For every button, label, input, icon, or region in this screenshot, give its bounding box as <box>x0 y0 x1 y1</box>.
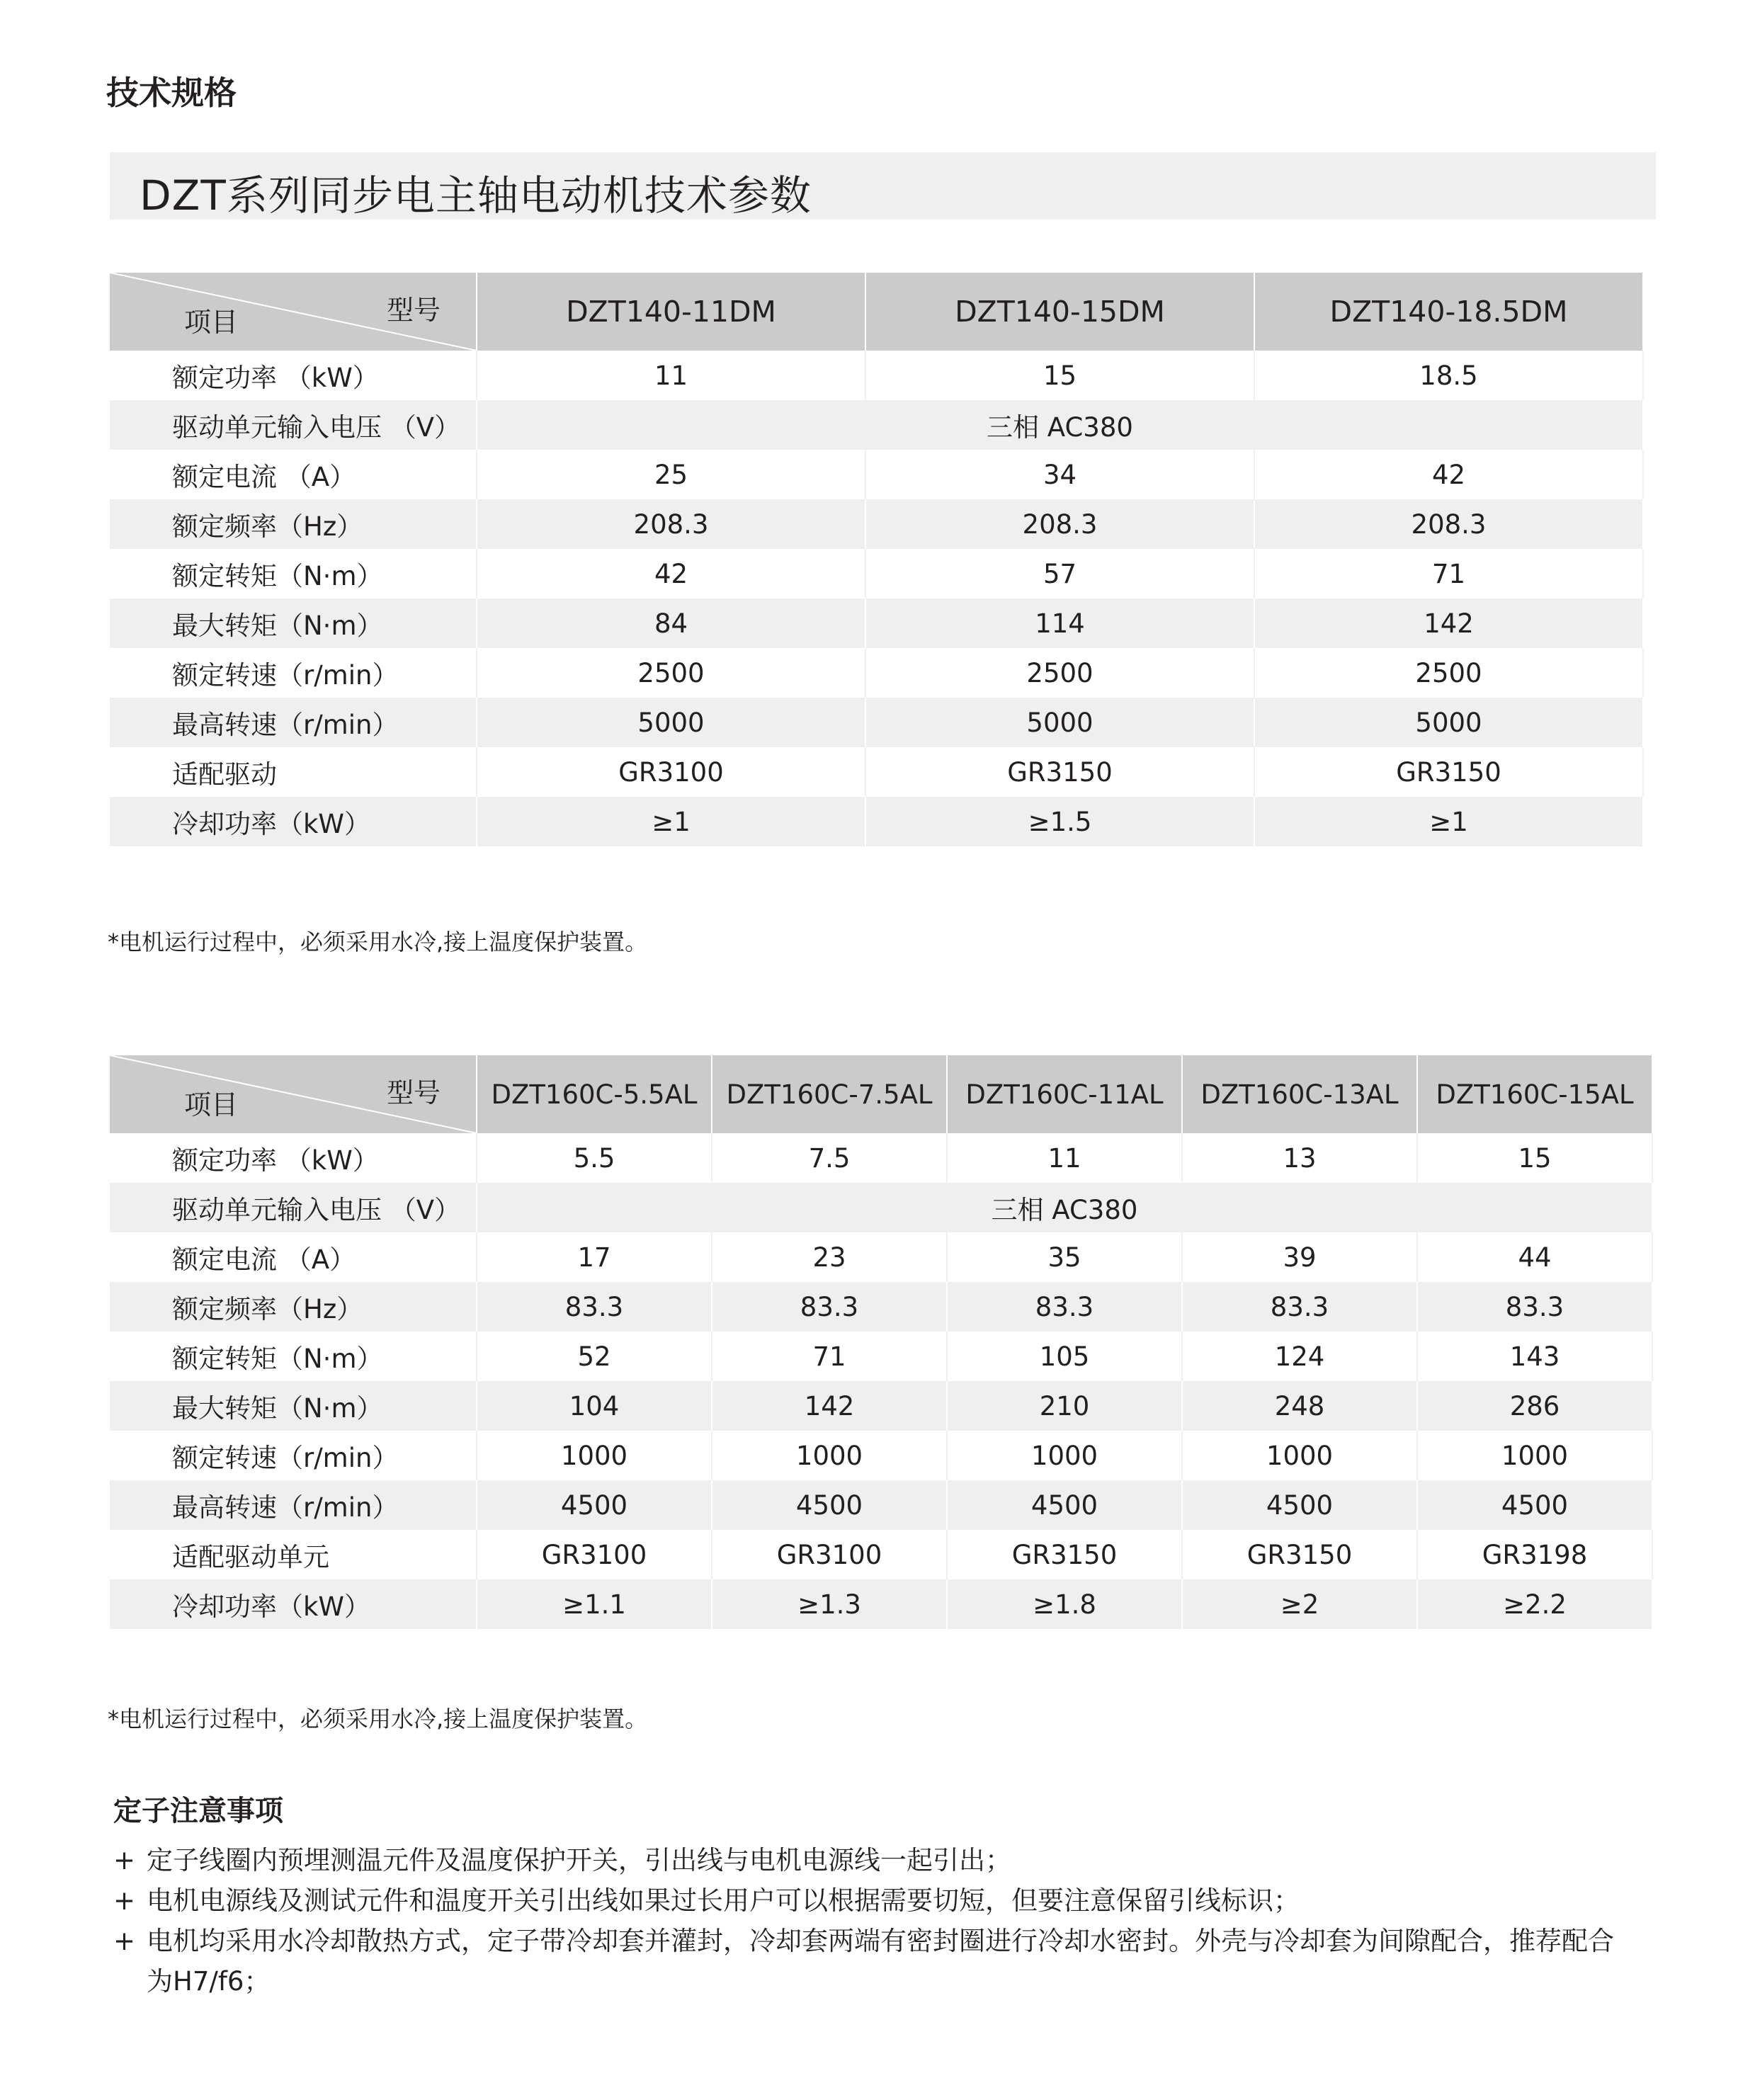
row-label: 最高转速（r/min） <box>110 698 477 747</box>
cell-value: 105 <box>947 1332 1182 1381</box>
cell-value: ≥1.8 <box>947 1579 1182 1629</box>
cell-value: 83.3 <box>947 1282 1182 1332</box>
cell-value: GR3100 <box>477 1530 712 1579</box>
row-label: 额定电流 （A） <box>110 450 477 499</box>
cell-value: 208.3 <box>1254 499 1643 549</box>
cell-value: 57 <box>865 549 1254 598</box>
cell-value-span: 三相 AC380 <box>477 1183 1652 1232</box>
row-label: 额定转速（r/min） <box>110 1431 477 1480</box>
spec-table-dzt140 <box>110 273 1644 846</box>
cell-value: 124 <box>1182 1332 1417 1381</box>
cell-value: 71 <box>712 1332 947 1381</box>
cell-value: 2500 <box>477 648 865 698</box>
model-header: DZT160C-5.5AL <box>477 1055 712 1133</box>
cell-value: ≥2.2 <box>1417 1579 1652 1629</box>
plus-icon: + <box>113 1885 136 1916</box>
cell-value: 5.5 <box>477 1133 712 1183</box>
row-label: 额定转速（r/min） <box>110 648 477 698</box>
row-label: 额定电流 （A） <box>110 1232 477 1282</box>
cell-value: 2500 <box>865 648 1254 698</box>
row-label: 驱动单元输入电压 （V） <box>110 400 477 450</box>
cell-value: 142 <box>1254 598 1643 648</box>
cell-value: 44 <box>1417 1232 1652 1282</box>
table2-footnote: *电机运行过程中，必须采用水冷,接上温度保护装置。 <box>108 1705 648 1732</box>
cell-value: 5000 <box>865 698 1254 747</box>
table-header-row <box>110 1055 1652 1133</box>
list-item-text: 电机电源线及测试元件和温度开关引出线如果过长用户可以根据需要切短，但要注意保留引线标识； <box>147 1885 1300 1916</box>
cell-value: 7.5 <box>712 1133 947 1183</box>
row-label: 适配驱动单元 <box>110 1530 477 1579</box>
cell-value: 18.5 <box>1254 351 1643 400</box>
cell-value: GR3150 <box>865 747 1254 797</box>
cell-value: ≥1.1 <box>477 1579 712 1629</box>
table-row <box>110 1183 1652 1232</box>
list-item <box>113 1840 1636 1880</box>
cell-value: 4500 <box>947 1480 1182 1530</box>
list-item <box>113 1880 1636 1921</box>
page-title: DZT系列同步电主轴电动机技术参数 <box>140 171 812 220</box>
model-header: DZT160C-13AL <box>1182 1055 1417 1133</box>
table-row <box>110 1530 1652 1579</box>
table-row <box>110 1431 1652 1480</box>
table-row <box>110 648 1643 698</box>
table-row <box>110 499 1643 549</box>
cell-value: ≥1 <box>477 797 865 846</box>
cell-value: 52 <box>477 1332 712 1381</box>
model-header: DZT140-15DM <box>865 273 1254 351</box>
table-row <box>110 549 1643 598</box>
stator-notes-heading: 定子注意事项 <box>113 1795 283 1827</box>
cell-value: ≥2 <box>1182 1579 1417 1629</box>
cell-value: 142 <box>712 1381 947 1431</box>
stator-notes-list <box>113 1840 1636 2002</box>
cell-value: 15 <box>1417 1133 1652 1183</box>
cell-value: 42 <box>477 549 865 598</box>
cell-value: 143 <box>1417 1332 1652 1381</box>
row-label: 最大转矩（N·m） <box>110 598 477 648</box>
list-item <box>113 1921 1636 2002</box>
cell-value: 42 <box>1254 450 1643 499</box>
corner-model-label: 型号 <box>386 1077 441 1108</box>
cell-value-span: 三相 AC380 <box>477 400 1643 450</box>
cell-value: 34 <box>865 450 1254 499</box>
model-header: DZT160C-11AL <box>947 1055 1182 1133</box>
cell-value: 5000 <box>1254 698 1643 747</box>
model-header: DZT140-18.5DM <box>1254 273 1643 351</box>
cell-value: GR3150 <box>1182 1530 1417 1579</box>
cell-value: 11 <box>947 1133 1182 1183</box>
cell-value: 4500 <box>1182 1480 1417 1530</box>
model-header: DZT160C-7.5AL <box>712 1055 947 1133</box>
cell-value: 286 <box>1417 1381 1652 1431</box>
cell-value: 83.3 <box>477 1282 712 1332</box>
table-row <box>110 598 1643 648</box>
cell-value: 84 <box>477 598 865 648</box>
cell-value: GR3100 <box>477 747 865 797</box>
cell-value: GR3100 <box>712 1530 947 1579</box>
table-row <box>110 1232 1652 1282</box>
cell-value: 1000 <box>947 1431 1182 1480</box>
corner-cell <box>110 273 477 351</box>
cell-value: 114 <box>865 598 1254 648</box>
cell-value: 25 <box>477 450 865 499</box>
model-header: DZT140-11DM <box>477 273 865 351</box>
corner-item-label: 项目 <box>184 1089 239 1120</box>
table-row <box>110 1282 1652 1332</box>
row-label: 适配驱动 <box>110 747 477 797</box>
cell-value: 208.3 <box>865 499 1254 549</box>
cell-value: 35 <box>947 1232 1182 1282</box>
plus-icon: + <box>113 1845 136 1875</box>
section-heading: 技术规格 <box>106 74 237 112</box>
table-row <box>110 1133 1652 1183</box>
row-label: 额定转矩（N·m） <box>110 549 477 598</box>
list-item-text: 电机均采用水冷却散热方式，定子带冷却套并灌封，冷却套两端有密封圈进行冷却水密封。外壳与冷却套为间隙配合，推荐配合为H7/f6； <box>147 1926 1614 1997</box>
row-label: 最大转矩（N·m） <box>110 1381 477 1431</box>
cell-value: 71 <box>1254 549 1643 598</box>
corner-item-label: 项目 <box>184 307 239 338</box>
cell-value: 4500 <box>1417 1480 1652 1530</box>
cell-value: 1000 <box>1417 1431 1652 1480</box>
row-label: 额定频率（Hz） <box>110 1282 477 1332</box>
cell-value: 83.3 <box>1182 1282 1417 1332</box>
cell-value: 17 <box>477 1232 712 1282</box>
corner-model-label: 型号 <box>386 295 441 326</box>
cell-value: ≥1.5 <box>865 797 1254 846</box>
table-row <box>110 450 1643 499</box>
cell-value: 1000 <box>712 1431 947 1480</box>
cell-value: ≥1 <box>1254 797 1643 846</box>
table-row <box>110 400 1643 450</box>
table-row <box>110 747 1643 797</box>
cell-value: 23 <box>712 1232 947 1282</box>
row-label: 冷却功率（kW） <box>110 1579 477 1629</box>
row-label: 额定功率 （kW） <box>110 351 477 400</box>
cell-value: 13 <box>1182 1133 1417 1183</box>
cell-value: 5000 <box>477 698 865 747</box>
row-label: 驱动单元输入电压 （V） <box>110 1183 477 1232</box>
cell-value: 210 <box>947 1381 1182 1431</box>
cell-value: 83.3 <box>712 1282 947 1332</box>
cell-value: 15 <box>865 351 1254 400</box>
table-row <box>110 351 1643 400</box>
cell-value: 1000 <box>1182 1431 1417 1480</box>
model-header: DZT160C-15AL <box>1417 1055 1652 1133</box>
cell-value: ≥1.3 <box>712 1579 947 1629</box>
cell-value: 2500 <box>1254 648 1643 698</box>
plus-icon: + <box>113 1926 136 1956</box>
cell-value: 11 <box>477 351 865 400</box>
cell-value: 104 <box>477 1381 712 1431</box>
table-row <box>110 698 1643 747</box>
spec-table-dzt160c <box>110 1055 1653 1629</box>
corner-cell <box>110 1055 477 1133</box>
table-header-row <box>110 273 1643 351</box>
table1-footnote: *电机运行过程中，必须采用水冷,接上温度保护装置。 <box>108 929 648 955</box>
cell-value: GR3150 <box>947 1530 1182 1579</box>
table-row <box>110 1480 1652 1530</box>
list-item-text: 定子线圈内预埋测温元件及温度保护开关，引出线与电机电源线一起引出； <box>147 1845 1011 1875</box>
row-label: 冷却功率（kW） <box>110 797 477 846</box>
row-label: 最高转速（r/min） <box>110 1480 477 1530</box>
table-row <box>110 1381 1652 1431</box>
row-label: 额定频率（Hz） <box>110 499 477 549</box>
cell-value: GR3198 <box>1417 1530 1652 1579</box>
cell-value: 4500 <box>477 1480 712 1530</box>
cell-value: 1000 <box>477 1431 712 1480</box>
cell-value: 4500 <box>712 1480 947 1530</box>
table-row <box>110 1332 1652 1381</box>
row-label: 额定转矩（N·m） <box>110 1332 477 1381</box>
cell-value: 208.3 <box>477 499 865 549</box>
page-title-bar <box>110 152 1656 220</box>
cell-value: 39 <box>1182 1232 1417 1282</box>
cell-value: GR3150 <box>1254 747 1643 797</box>
table-row <box>110 797 1643 846</box>
cell-value: 248 <box>1182 1381 1417 1431</box>
row-label: 额定功率 （kW） <box>110 1133 477 1183</box>
table-row <box>110 1579 1652 1629</box>
cell-value: 83.3 <box>1417 1282 1652 1332</box>
